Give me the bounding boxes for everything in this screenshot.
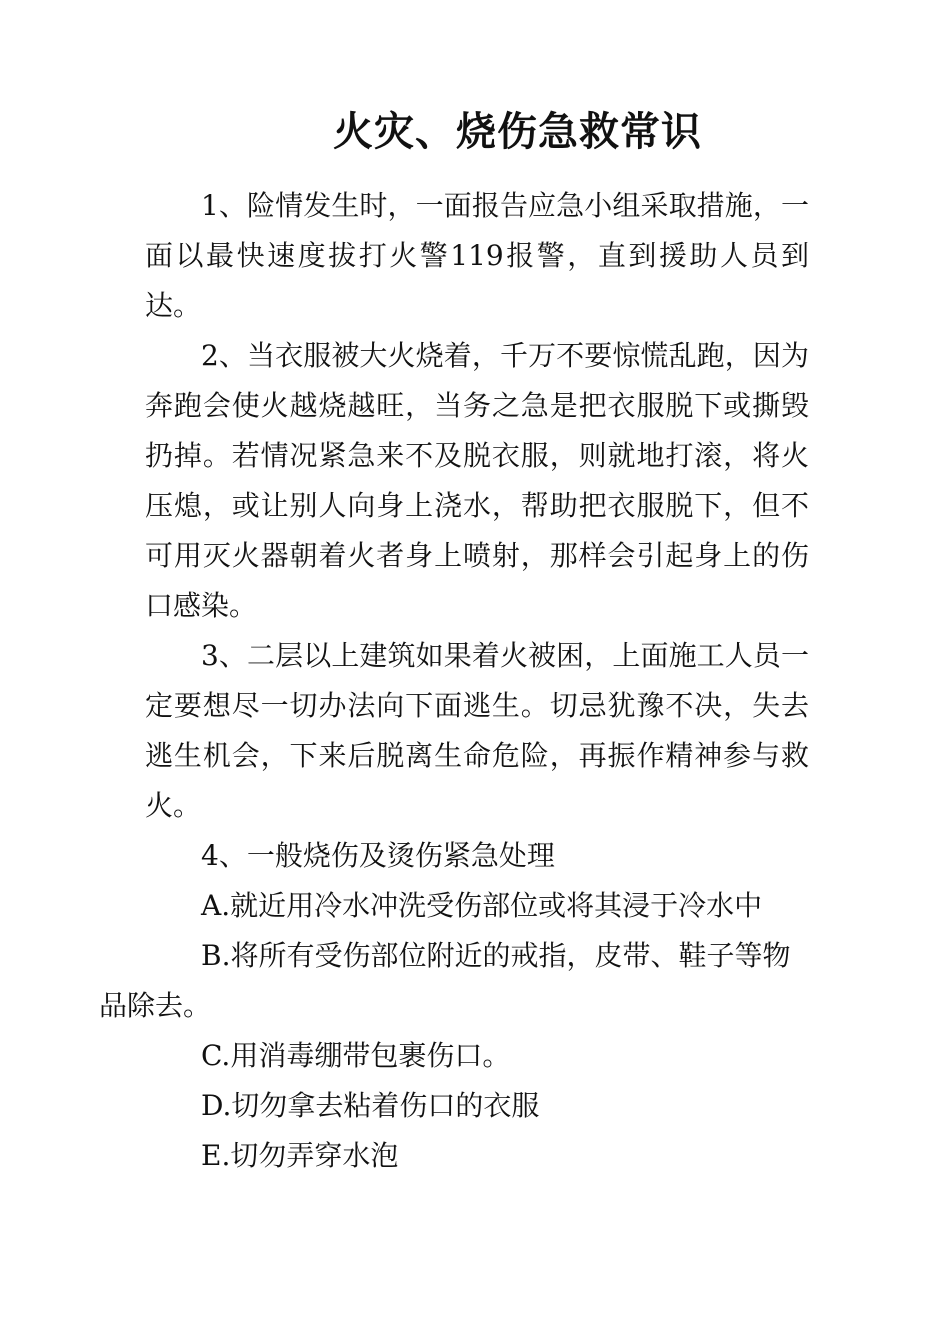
document-title: 火灾、烧伤急救常识 (333, 109, 702, 155)
paragraph-1: 1、险情发生时，一面报告应急小组采取措施，一面以最快速度拔打火警119报警，直到援助人员到达。 (145, 189, 809, 322)
list-item-b: B.将所有受伤部位附近的戒指，皮带、鞋子等物品除去。 (99, 939, 791, 1022)
paragraph-4: 4、一般烧伤及烫伤紧急处理 (201, 839, 555, 872)
document-body (99, 181, 809, 1181)
list-item-c: C.用消毒绷带包裹伤口。 (201, 1039, 511, 1072)
list-item-d: D.切勿拿去粘着伤口的衣服 (201, 1089, 540, 1122)
paragraph-2: 2、当衣服被大火烧着，千万不要惊慌乱跑，因为奔跑会使火越烧越旺，当务之急是把衣服脱下或撕毁扔掉。若情况紧急来不及脱衣服，则就地打滚，将火压熄，或让别人向身上浇水，帮助把衣服脱下，但不可用灭火器朝着火者身上喷射，那样会引起身上的伤口感染。 (145, 339, 809, 622)
list-item-e: E.切勿弄穿水泡 (201, 1139, 399, 1172)
paragraph-3: 3、二层以上建筑如果着火被困，上面施工人员一定要想尽一切办法向下面逃生。切忌犹豫不决，失去逃生机会，下来后脱离生命危险，再振作精神参与救火。 (145, 639, 809, 822)
list-item-a: A.就近用冷水冲洗受伤部位或将其浸于冷水中 (201, 889, 763, 922)
